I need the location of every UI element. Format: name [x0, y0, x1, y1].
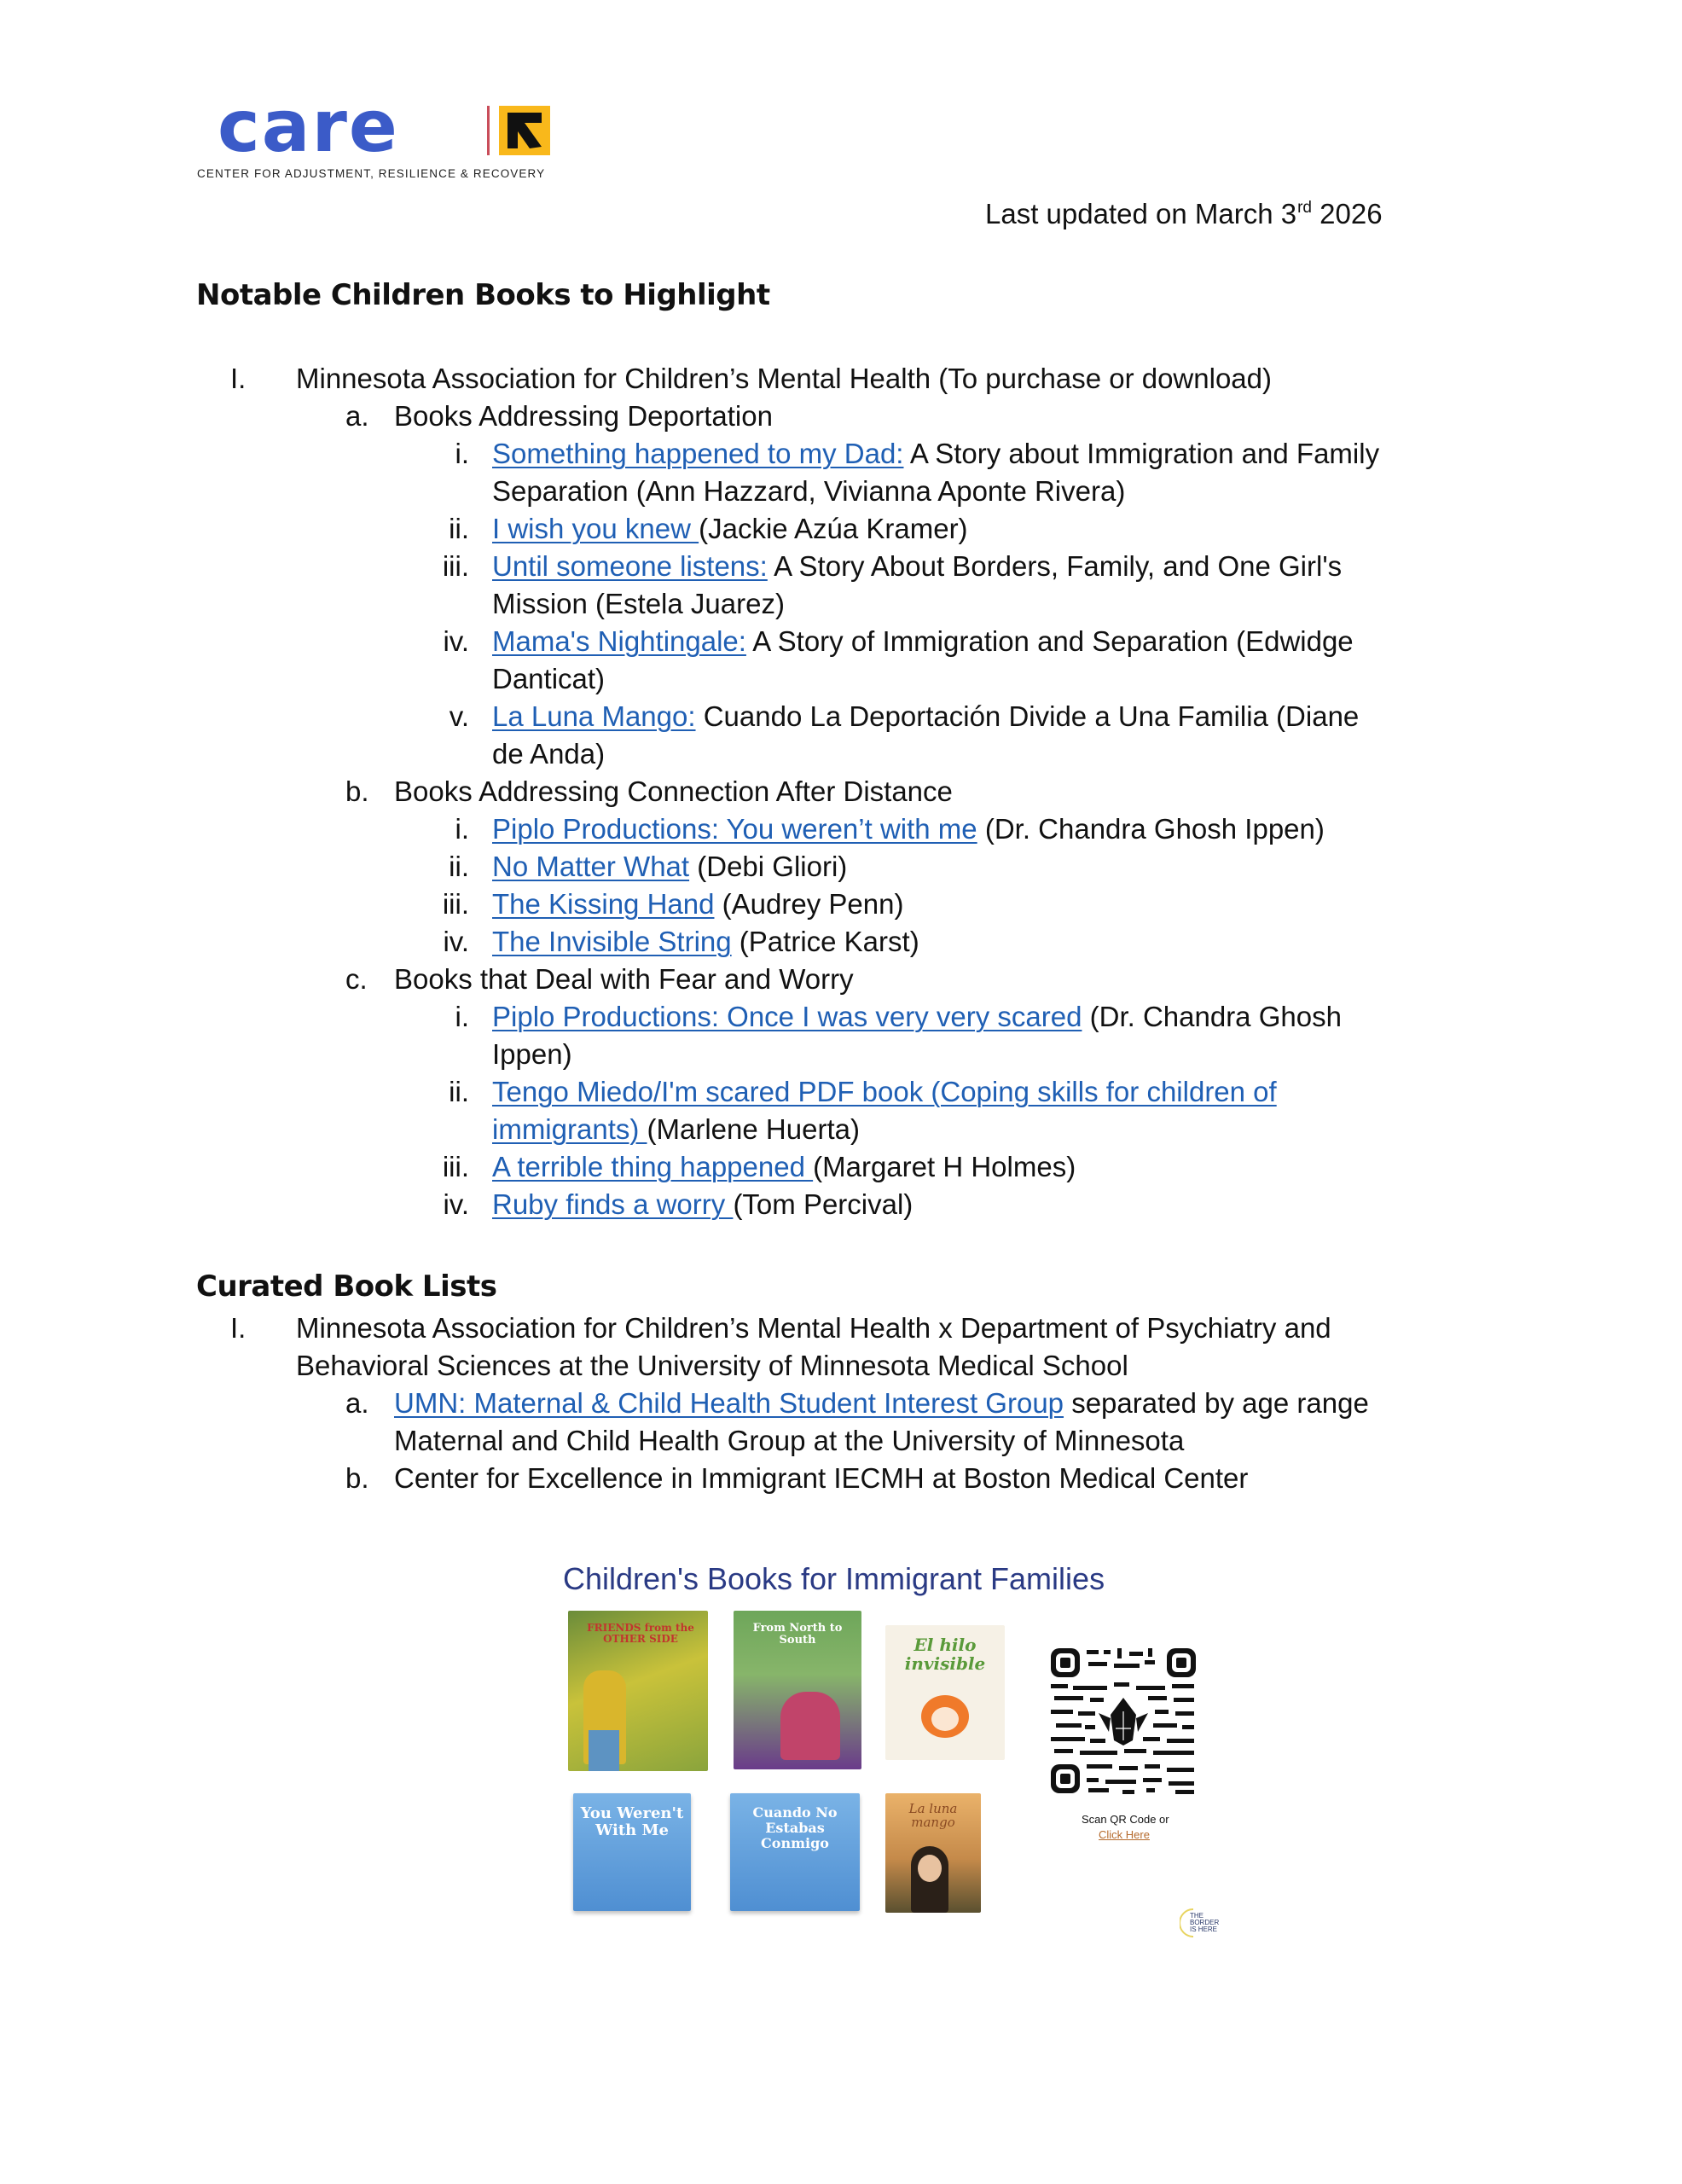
cover-title: FRIENDS from the OTHER SIDE: [587, 1622, 694, 1645]
book-link[interactable]: Tengo Miedo/I'm scared PDF book (Coping skills for children of: [492, 1076, 1277, 1107]
list-marker: v.: [449, 700, 469, 732]
list-item-continued: Separation (Ann Hazzard, Vivianna Aponte Rivera): [492, 475, 1126, 507]
list-item: [492, 548, 1342, 585]
list-marker: iv.: [443, 625, 469, 657]
book-link[interactable]: Ruby finds a worry: [492, 1188, 734, 1220]
org-heading: Minnesota Association for Children’s Mental Health (To purchase or download): [296, 363, 1272, 394]
cover-title: Cuando No Estabas Conmigo: [752, 1804, 838, 1851]
book-cover-el-hilo-invisible: [885, 1625, 1005, 1760]
book-author: (Marlene Huerta): [647, 1113, 860, 1145]
book-author: (Audrey Penn): [714, 888, 904, 920]
list-item: [492, 435, 1379, 473]
book-cover-la-luna-mango: [885, 1793, 981, 1913]
list-item: [492, 810, 1325, 848]
book-cover-north-to-south: [734, 1611, 861, 1769]
list-marker: ii.: [449, 513, 469, 544]
book-subtitle: A Story about Immigration and Family: [903, 438, 1380, 469]
list-marker: iii.: [442, 1151, 469, 1182]
cover-title: El hilo invisible: [904, 1635, 986, 1674]
list-marker: a.: [345, 1387, 369, 1419]
book-subtitle: Cuando La Deportación Divide a Una Familia (Diane: [695, 700, 1360, 732]
book-link[interactable]: The Kissing Hand: [492, 888, 715, 920]
cover-title: You Weren't With Me: [580, 1804, 684, 1839]
book-link[interactable]: No Matter What: [492, 851, 690, 882]
item-note: separated by age range: [1064, 1387, 1369, 1419]
list-item-continued: Maternal and Child Health Group at the University of Minnesota: [394, 1425, 1185, 1456]
book-author: (Dr. Chandra Ghosh Ippen): [977, 813, 1325, 845]
list-item: [492, 510, 968, 548]
cover-character-face: [931, 1707, 959, 1731]
list-item: Center for Excellence in Immigrant IECMH at Boston Medical Center: [394, 1462, 1249, 1494]
book-author: (Dr. Chandra Ghosh: [1082, 1001, 1342, 1032]
org-heading-continued: Behavioral Sciences at the University of Minnesota Medical School: [296, 1350, 1128, 1381]
book-cover-you-werent-with-me: [573, 1793, 691, 1911]
list-marker: b.: [345, 1462, 369, 1494]
list-item: [492, 998, 1342, 1036]
border-is-here-icon: [1180, 1906, 1222, 1940]
qr-code-icon: [1047, 1645, 1199, 1797]
list-item: [492, 1186, 913, 1223]
list-marker: i.: [455, 813, 469, 845]
list-marker: I.: [230, 363, 246, 394]
book-link[interactable]: Piplo Productions: You weren’t with me: [492, 813, 977, 845]
logo-divider: [487, 106, 490, 155]
last-updated-date: Last updated on March 3: [985, 198, 1297, 229]
list-item: [492, 1148, 1076, 1186]
group-title-connection: Books Addressing Connection After Distance: [394, 775, 953, 807]
list-marker: a.: [345, 400, 369, 432]
list-marker: ii.: [449, 851, 469, 882]
book-author: (Debi Gliori): [689, 851, 848, 882]
section-title-notable-books: Notable Children Books to Highlight: [196, 278, 770, 312]
cover-figure-face: [918, 1855, 942, 1882]
svg-text:BORDER: BORDER: [1190, 1919, 1220, 1926]
book-link[interactable]: A terrible thing happened: [492, 1151, 814, 1182]
book-link[interactable]: I wish you knew: [492, 513, 699, 544]
book-link[interactable]: Piplo Productions: Once I was very very scared: [492, 1001, 1082, 1032]
list-marker: i.: [455, 438, 469, 469]
list-item-continued: Ippen): [492, 1038, 572, 1070]
list-item: [492, 848, 847, 886]
org-heading: Minnesota Association for Children’s Mental Health x Department of Psychiatry and: [296, 1312, 1331, 1344]
list-item: [492, 1073, 1277, 1111]
cover-figure-legs: [589, 1730, 619, 1771]
book-link[interactable]: Something happened to my Dad:: [492, 438, 904, 469]
list-marker: c.: [345, 963, 368, 995]
book-link[interactable]: The Invisible String: [492, 926, 732, 957]
cover-figure: [780, 1692, 840, 1760]
list-item: [492, 886, 903, 923]
list-marker: iii.: [442, 550, 469, 582]
list-item-continued: [492, 1111, 860, 1148]
group-title-fear-worry: Books that Deal with Fear and Worry: [394, 963, 854, 995]
list-item: [394, 1385, 1369, 1422]
book-subtitle: A Story About Borders, Family, and One Girl's: [767, 550, 1343, 582]
scan-qr-label: Scan QR Code or: [1082, 1813, 1169, 1826]
logo-wordmark: care: [218, 84, 399, 168]
book-author: (Margaret H Holmes): [813, 1151, 1076, 1182]
svg-text:THE: THE: [1190, 1912, 1204, 1920]
book-author: (Patrice Karst): [731, 926, 919, 957]
list-marker: iv.: [443, 1188, 469, 1220]
list-marker: iv.: [443, 926, 469, 957]
logo-tagline: CENTER FOR ADJUSTMENT, RESILIENCE & RECOVERY: [197, 167, 546, 180]
svg-text:IS HERE: IS HERE: [1190, 1926, 1218, 1933]
qr-code[interactable]: [1047, 1645, 1199, 1797]
last-updated: [985, 198, 1383, 230]
list-item-continued: Mission (Estela Juarez): [492, 588, 785, 619]
last-updated-year: 2026: [1320, 198, 1383, 229]
list-marker: b.: [345, 775, 369, 807]
book-link[interactable]: Until someone listens:: [492, 550, 768, 582]
book-subtitle: A Story of Immigration and Separation (Edwidge: [745, 625, 1354, 657]
list-marker: iii.: [442, 888, 469, 920]
border-is-here-logo: [1180, 1906, 1222, 1940]
flyer-title: Children's Books for Immigrant Families: [563, 1561, 1105, 1596]
list-item-continued: de Anda): [492, 738, 606, 770]
click-here-link[interactable]: Click Here: [1099, 1828, 1150, 1841]
cover-title: From North to South: [752, 1622, 843, 1647]
book-link[interactable]: La Luna Mango:: [492, 700, 696, 732]
book-author: (Tom Percival): [733, 1188, 914, 1220]
list-item: [492, 923, 919, 961]
book-author: (Jackie Azúa Kramer): [699, 513, 968, 544]
list-item: [492, 623, 1354, 660]
umn-group-link[interactable]: UMN: Maternal & Child Health Student Interest Group: [394, 1387, 1064, 1419]
ordinal-suffix: rd: [1297, 199, 1312, 217]
care-logo: [197, 84, 576, 181]
list-marker: I.: [230, 1312, 246, 1344]
list-marker: i.: [455, 1001, 469, 1032]
book-cover-cuando-no-estabas-conmigo: [730, 1793, 860, 1911]
list-item-continued: Danticat): [492, 663, 606, 694]
group-title-deportation: Books Addressing Deportation: [394, 400, 773, 432]
book-link-continued[interactable]: immigrants): [492, 1113, 647, 1145]
list-item: [492, 698, 1359, 735]
book-link[interactable]: Mama's Nightingale:: [492, 625, 746, 657]
cover-title: La luna mango: [908, 1801, 958, 1830]
irc-logo-icon: [499, 106, 550, 155]
section-title-curated-lists: Curated Book Lists: [196, 1269, 497, 1304]
book-cover-friends-other-side: [568, 1611, 708, 1771]
list-marker: ii.: [449, 1076, 469, 1107]
